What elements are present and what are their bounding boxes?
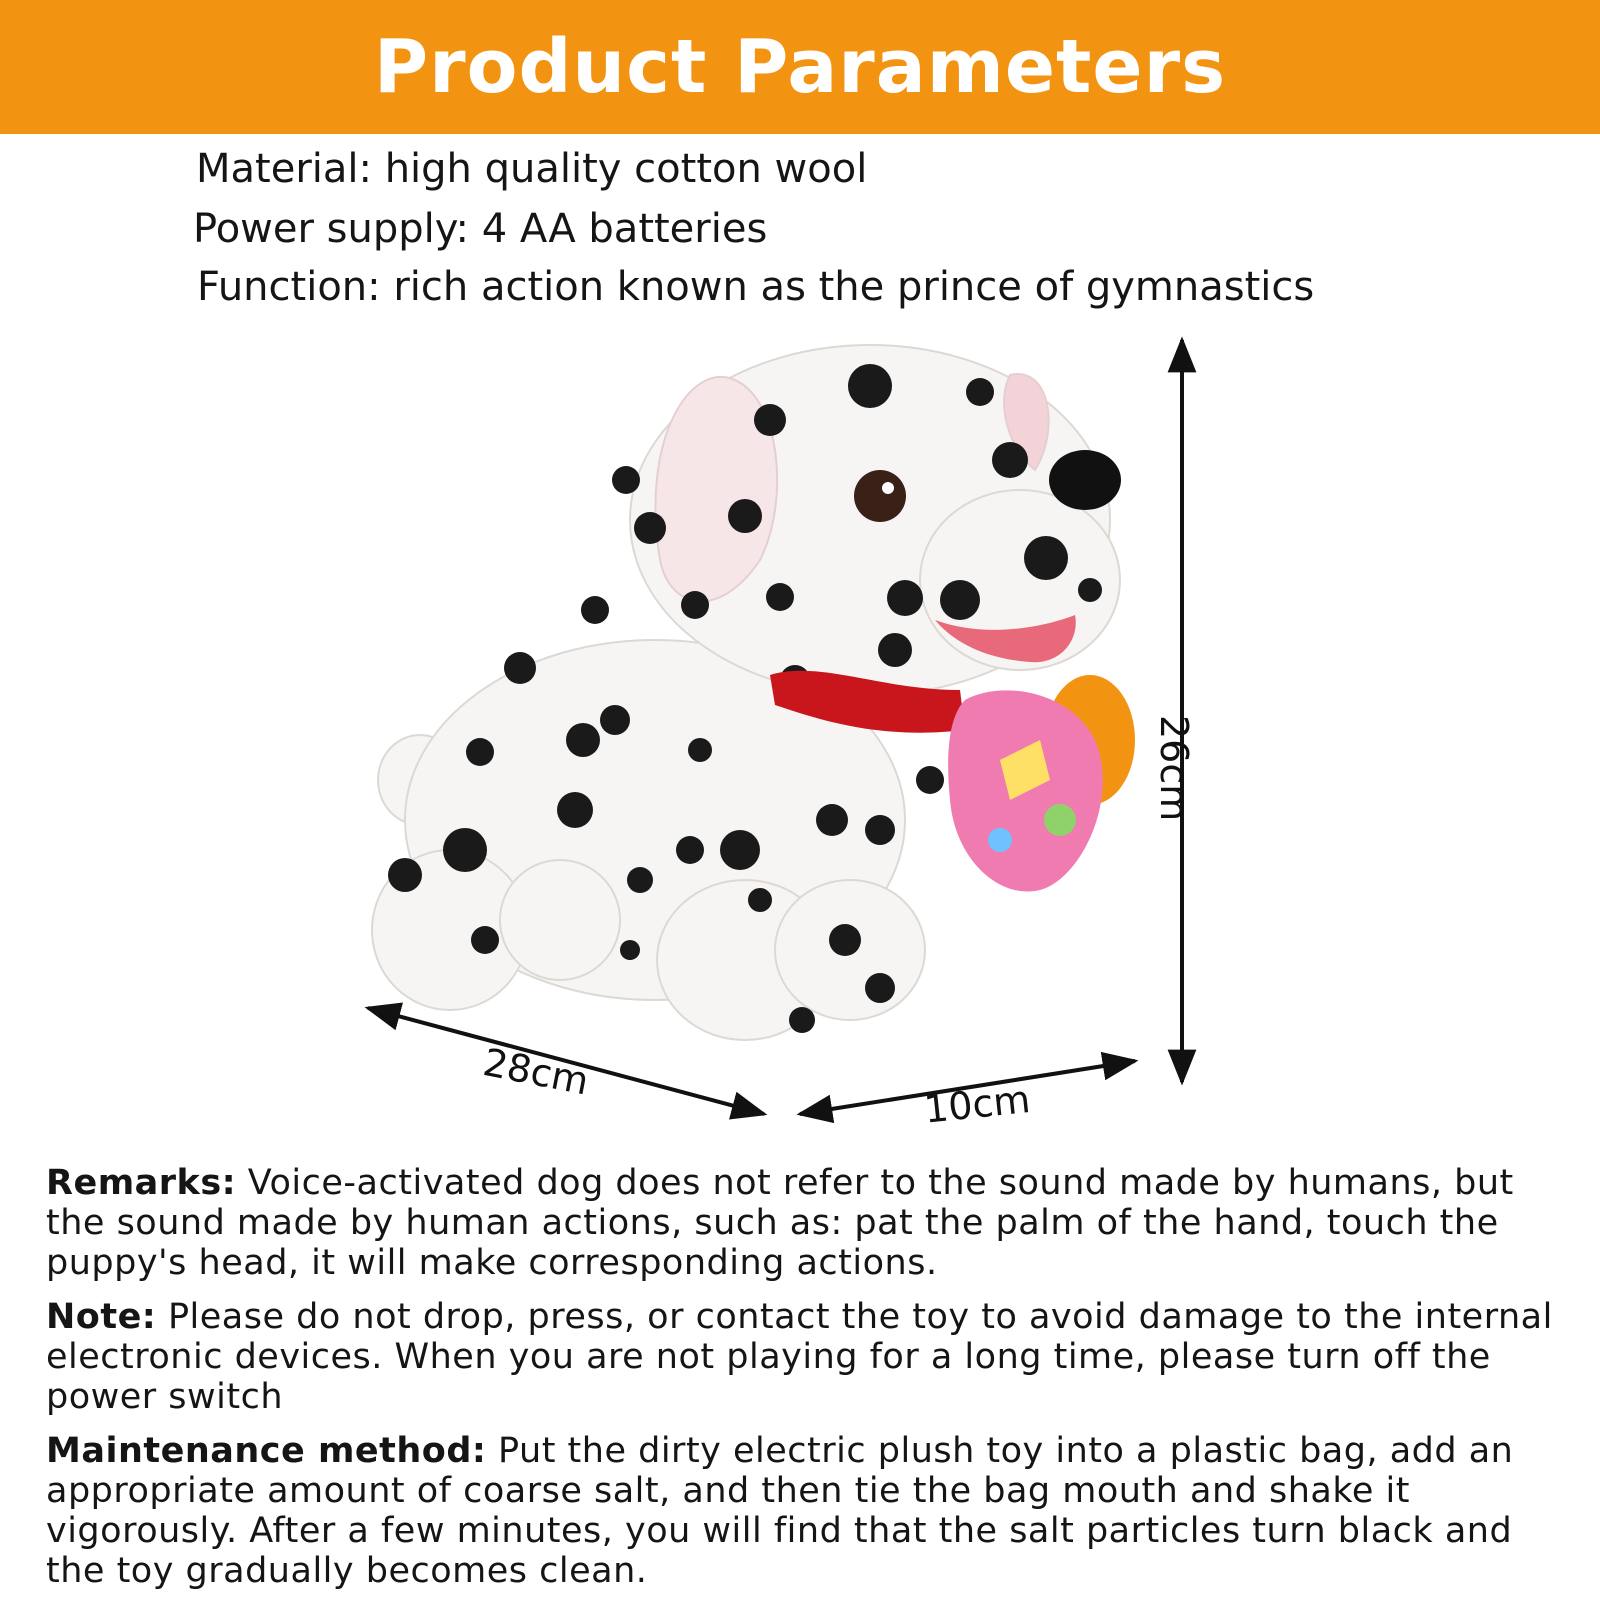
param-power-supply: Power supply: 4 AA batteries <box>193 206 768 252</box>
note-paragraph <box>46 1297 1566 1417</box>
remarks-paragraph <box>46 1163 1566 1283</box>
remarks-text: Voice-activated dog does not refer to the sound made by humans, but the sound made by human actions, such as: pat the palm of the hand, touch the puppy's head, it will make corresponding actions. <box>46 1163 1514 1283</box>
width-label: 10cm <box>922 1076 1033 1132</box>
header-banner <box>0 0 1600 134</box>
remarks-label: Remarks: <box>46 1163 237 1203</box>
product-stage <box>0 320 1600 1150</box>
instruction-tag <box>948 675 1135 892</box>
note-text: Please do not drop, press, or contact the toy to avoid damage to the internal electronic devices. When you are not playing for a long time, please turn off the power switch <box>46 1297 1553 1417</box>
maintenance-label: Maintenance method: <box>46 1431 487 1471</box>
dog-eye <box>854 470 906 522</box>
height-label: 26cm <box>1152 715 1196 822</box>
param-material: Material: high quality cotton wool <box>196 146 868 192</box>
note-label: Note: <box>46 1297 157 1337</box>
dog-nose <box>1049 450 1121 510</box>
maintenance-paragraph <box>46 1431 1566 1591</box>
dalmatian-plush-dog-icon <box>0 320 1600 1150</box>
length-label: 28cm <box>479 1040 593 1104</box>
notes-section <box>46 1163 1566 1605</box>
param-function: Function: rich action known as the prince of gymnastics <box>197 264 1315 310</box>
page-title: Product Parameters <box>373 24 1227 110</box>
maintenance-text: Put the dirty electric plush toy into a plastic bag, add an appropriate amount of coarse salt, and then tie the bag mouth and shake it vigorously. After a few minutes, you will find that the salt particles turn black and the toy gradually becomes clean. <box>46 1431 1514 1591</box>
